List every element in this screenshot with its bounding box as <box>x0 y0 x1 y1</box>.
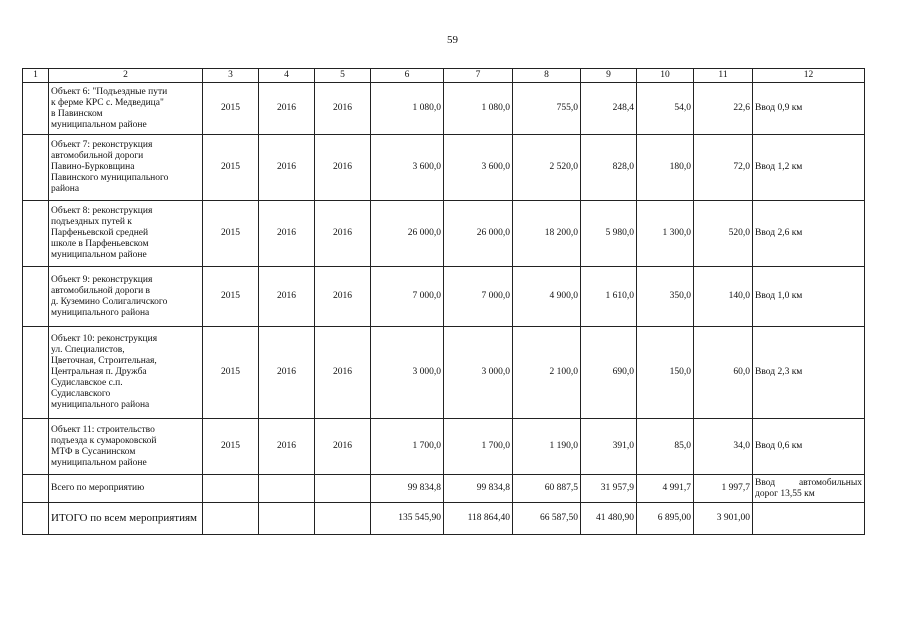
object-name-line: автомобильной дороги <box>51 151 144 161</box>
object-name-line: МТФ в Сусанинском <box>51 446 136 457</box>
grand-c8: 66 587,50 <box>513 503 581 535</box>
cell-c11: 72,0 <box>694 135 753 201</box>
cell-c6: 3 600,0 <box>371 135 444 201</box>
object-name-line: Центральная п. Дружба <box>51 367 147 377</box>
cell-c7: 3 600,0 <box>444 135 513 201</box>
object-name-line: Объект 9: реконструкция <box>51 274 153 285</box>
cell-c4: 2016 <box>259 135 315 201</box>
table-row <box>23 201 865 267</box>
row-number <box>23 83 49 135</box>
cell-c12: Ввод 0,9 км <box>753 83 865 135</box>
row-number <box>23 327 49 419</box>
empty-cell <box>315 503 371 535</box>
cell-c8: 755,0 <box>513 83 581 135</box>
object-name-line: Объект 10: реконструкция <box>51 334 158 344</box>
object-name-line: Объект 7: реконструкция <box>51 140 153 150</box>
cell-c8: 1 190,0 <box>513 419 581 475</box>
object-name-line: д. Куземино Солигаличского <box>51 296 168 307</box>
cell-c11: 140,0 <box>694 267 753 327</box>
grand-c9: 41 480,90 <box>581 503 637 535</box>
cell-c12: Ввод 0,6 км <box>753 419 865 475</box>
cell-c6: 1 080,0 <box>371 83 444 135</box>
cell-c5: 2016 <box>315 419 371 475</box>
object-name-line: муниципальном районе <box>51 119 147 130</box>
cell-c6: 1 700,0 <box>371 419 444 475</box>
object-name-line: Павинского муниципального <box>51 173 169 183</box>
cell-c3: 2015 <box>203 83 259 135</box>
cell-c3: 2015 <box>203 135 259 201</box>
cell-c6: 7 000,0 <box>371 267 444 327</box>
row-number <box>23 135 49 201</box>
cell-c9: 690,0 <box>581 327 637 419</box>
cell-c8: 4 900,0 <box>513 267 581 327</box>
empty-cell <box>315 475 371 503</box>
cell-c3: 2015 <box>203 327 259 419</box>
cell-c4: 2016 <box>259 267 315 327</box>
page-number: 59 <box>447 34 458 46</box>
object-name-line: муниципальном районе <box>51 250 147 260</box>
row-number <box>23 419 49 475</box>
grand-c10: 6 895,00 <box>637 503 694 535</box>
cell-c11: 22,6 <box>694 83 753 135</box>
cell-c6: 3 000,0 <box>371 327 444 419</box>
total-c9: 31 957,9 <box>581 475 637 503</box>
cell-c6: 26 000,0 <box>371 201 444 267</box>
event-total-label: Всего по мероприятию <box>49 475 203 503</box>
cell-c3: 2015 <box>203 267 259 327</box>
table-row <box>23 419 865 475</box>
object-name-line: Судиславского <box>51 389 111 399</box>
row-number <box>23 267 49 327</box>
total-c12: Ввод автомобильных дорог 13,55 км <box>753 475 865 503</box>
object-name-line: Объект 11: строительство <box>51 424 155 435</box>
grand-total-row <box>23 503 865 535</box>
column-header: 12 <box>753 69 865 83</box>
empty-cell <box>259 475 315 503</box>
cell-c5: 2016 <box>315 135 371 201</box>
object-name-line: муниципальном районе <box>51 457 147 468</box>
cell-c10: 180,0 <box>637 135 694 201</box>
cell-c4: 2016 <box>259 327 315 419</box>
object-name <box>49 135 203 201</box>
object-name-line: Объект 8: реконструкция <box>51 206 153 216</box>
object-name-line: муниципального района <box>51 307 150 318</box>
cell-c4: 2016 <box>259 83 315 135</box>
cell-c7: 7 000,0 <box>444 267 513 327</box>
cell-c5: 2016 <box>315 267 371 327</box>
cell-c3: 2015 <box>203 201 259 267</box>
cell-c8: 2 100,0 <box>513 327 581 419</box>
grand-c12 <box>753 503 865 535</box>
table-row <box>23 83 865 135</box>
cell-c11: 60,0 <box>694 327 753 419</box>
cell-c11: 34,0 <box>694 419 753 475</box>
column-header: 7 <box>444 69 513 83</box>
cell-c4: 2016 <box>259 201 315 267</box>
cell-c9: 1 610,0 <box>581 267 637 327</box>
cell-c11: 520,0 <box>694 201 753 267</box>
column-header: 3 <box>203 69 259 83</box>
object-name-line: Парфеньевской средней <box>51 228 149 238</box>
total-c6: 99 834,8 <box>371 475 444 503</box>
object-name <box>49 201 203 267</box>
cell-c4: 2016 <box>259 419 315 475</box>
object-name <box>49 327 203 419</box>
column-header: 1 <box>23 69 49 83</box>
column-header: 8 <box>513 69 581 83</box>
cell-c5: 2016 <box>315 201 371 267</box>
cell-c9: 248,4 <box>581 83 637 135</box>
object-name <box>49 83 203 135</box>
total-c8: 60 887,5 <box>513 475 581 503</box>
table-row <box>23 327 865 419</box>
object-name-line: подъездных путей к <box>51 217 132 227</box>
object-name-line: школе в Парфеньевском <box>51 239 149 249</box>
total-c11: 1 997,7 <box>694 475 753 503</box>
grand-c11: 3 901,00 <box>694 503 753 535</box>
event-total-row <box>23 475 865 503</box>
cell-c10: 150,0 <box>637 327 694 419</box>
cell-c9: 5 980,0 <box>581 201 637 267</box>
column-header: 9 <box>581 69 637 83</box>
object-name-line: муниципального района <box>51 400 150 410</box>
column-header: 2 <box>49 69 203 83</box>
grand-c6: 135 545,90 <box>371 503 444 535</box>
empty-cell <box>259 503 315 535</box>
cell-c10: 54,0 <box>637 83 694 135</box>
object-name-line: Судиславское с.п. <box>51 378 123 388</box>
object-name-line: Цветочная, Строительная, <box>51 356 157 366</box>
cell-c7: 26 000,0 <box>444 201 513 267</box>
object-name <box>49 419 203 475</box>
empty-cell <box>23 503 49 535</box>
cell-c9: 828,0 <box>581 135 637 201</box>
cell-c12: Ввод 2,6 км <box>753 201 865 267</box>
empty-cell <box>23 475 49 503</box>
cell-c7: 1 700,0 <box>444 419 513 475</box>
cell-c5: 2016 <box>315 327 371 419</box>
object-name-line: Объект 6: "Подъездные пути <box>51 86 168 97</box>
column-header: 10 <box>637 69 694 83</box>
cell-c7: 1 080,0 <box>444 83 513 135</box>
object-name-line: подъезда к сумароковской <box>51 435 157 446</box>
cell-c8: 2 520,0 <box>513 135 581 201</box>
cell-c5: 2016 <box>315 83 371 135</box>
cell-c9: 391,0 <box>581 419 637 475</box>
column-number-row <box>23 69 865 83</box>
column-header: 11 <box>694 69 753 83</box>
object-name-line: к ферме КРС с. Медведица" <box>51 97 164 108</box>
object-name <box>49 267 203 327</box>
cell-c8: 18 200,0 <box>513 201 581 267</box>
column-header: 5 <box>315 69 371 83</box>
object-name-line: Павино-Бурковщина <box>51 162 135 172</box>
empty-cell <box>203 503 259 535</box>
cell-c12: Ввод 1,0 км <box>753 267 865 327</box>
cell-c10: 350,0 <box>637 267 694 327</box>
cell-c12: Ввод 2,3 км <box>753 327 865 419</box>
cell-c12: Ввод 1,2 км <box>753 135 865 201</box>
total-c10: 4 991,7 <box>637 475 694 503</box>
object-name-line: автомобильной дороги в <box>51 285 151 296</box>
row-number <box>23 201 49 267</box>
object-name-line: в Павинском <box>51 108 103 119</box>
cell-c10: 1 300,0 <box>637 201 694 267</box>
object-name-line: ул. Специалистов, <box>51 345 125 355</box>
column-header: 6 <box>371 69 444 83</box>
cell-c3: 2015 <box>203 419 259 475</box>
financing-table <box>22 68 865 535</box>
column-header: 4 <box>259 69 315 83</box>
cell-c10: 85,0 <box>637 419 694 475</box>
grand-total-label: ИТОГО по всем мероприятиям <box>49 503 203 535</box>
table-row <box>23 135 865 201</box>
cell-c7: 3 000,0 <box>444 327 513 419</box>
table-row <box>23 267 865 327</box>
object-name-line: района <box>51 184 80 194</box>
total-c7: 99 834,8 <box>444 475 513 503</box>
empty-cell <box>203 475 259 503</box>
grand-c7: 118 864,40 <box>444 503 513 535</box>
